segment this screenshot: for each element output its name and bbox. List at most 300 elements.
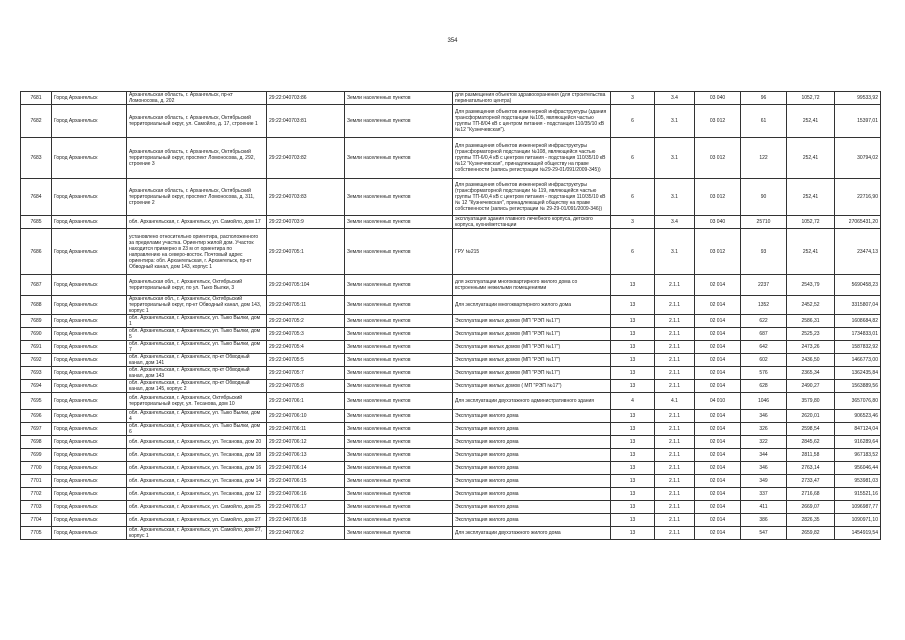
type-code-cell: 02 014 <box>695 354 741 367</box>
cadastral-value-cell: 906523,46 <box>835 410 881 423</box>
type-code-cell: 03 012 <box>695 229 741 275</box>
cadastral-value-cell: 1734833,01 <box>835 328 881 341</box>
cadastral-number-cell: 29:22:040706:11 <box>267 423 345 436</box>
address-cell: обл. Архангельская, г. Архангельск, ул. Тыко Вылки, дом 5 <box>127 328 267 341</box>
permitted-use-cell: Для эксплуатации двухэтажного административного здания <box>453 393 611 410</box>
cadastral-number-cell: 29:22:040705:11 <box>267 296 345 315</box>
subgroup-code-cell: 2.1.1 <box>655 410 695 423</box>
row-number: 7701 <box>21 475 52 488</box>
cadastral-number-cell: 29:22:040706:2 <box>267 527 345 540</box>
land-category-cell: Земли населенных пунктов <box>345 423 453 436</box>
subgroup-code-cell: 3.1 <box>655 138 695 179</box>
cadastral-value-cell: 1090971,10 <box>835 514 881 527</box>
row-number: 7689 <box>21 315 52 328</box>
address-cell: обл. Архангельская, г. Архангельск, ул. Самойло, дом 27, корпус 1 <box>127 527 267 540</box>
group-code-cell: 3 <box>611 216 655 229</box>
cadastral-value-cell: 967183,52 <box>835 449 881 462</box>
locality-cell: Город Архангельск <box>52 315 127 328</box>
specific-value-cell: 2845,62 <box>787 436 835 449</box>
cadastral-number-cell: 29:22:040705:8 <box>267 380 345 393</box>
address-cell: обл. Архангельская, г. Архангельск, пр-кт Обводный канал, дом 145, корпус 2 <box>127 380 267 393</box>
table-row <box>21 341 881 354</box>
group-code-cell: 13 <box>611 341 655 354</box>
subgroup-code-cell: 2.1.1 <box>655 296 695 315</box>
locality-cell: Город Архангельск <box>52 296 127 315</box>
cadastral-number-cell: 29:22:040706:15 <box>267 475 345 488</box>
address-cell: обл. Архангельская, г. Архангельск, ул. Тыко Вылки, дом 1 <box>127 315 267 328</box>
area-cell: 642 <box>741 341 787 354</box>
cadastral-number-cell: 29:22:040705:1 <box>267 229 345 275</box>
cadastral-number-cell: 29:22:040706:18 <box>267 514 345 527</box>
group-code-cell: 13 <box>611 380 655 393</box>
land-category-cell: Земли населенных пунктов <box>345 354 453 367</box>
row-number: 7704 <box>21 514 52 527</box>
specific-value-cell: 2452,52 <box>787 296 835 315</box>
cadastral-number-cell: 29:22:040703:9 <box>267 216 345 229</box>
area-cell: 576 <box>741 367 787 380</box>
address-cell: установлено относительно ориентира, расположенного за пределами участка. Ориентир жилой дом. Участок находится примерно в 23 м от ориентира по направлению на северо-восток. Почтовый адрес ориентира: обл. Архангельская, г. Архангельск, пр-кт Обводный канал, дом 143, корпус 1 <box>127 229 267 275</box>
area-cell: 411 <box>741 501 787 514</box>
type-code-cell: 02 014 <box>695 341 741 354</box>
cadastral-number-cell: 29:22:040705:4 <box>267 341 345 354</box>
permitted-use-cell: Эксплуатация жилого дома <box>453 410 611 423</box>
cadastral-value-cell: 23474,13 <box>835 229 881 275</box>
table-row <box>21 449 881 462</box>
area-cell: 602 <box>741 354 787 367</box>
subgroup-code-cell: 3.4 <box>655 216 695 229</box>
permitted-use-cell: Эксплуатация жилого дома <box>453 436 611 449</box>
locality-cell: Город Архангельск <box>52 488 127 501</box>
page-number: 354 <box>447 38 458 44</box>
cadastral-value-cell: 3657076,80 <box>835 393 881 410</box>
locality-cell: Город Архангельск <box>52 410 127 423</box>
permitted-use-cell: Для размещения объектов инженерной инфраструктуры (трансформаторной подстанции №108, являющейся частью группы ТП-6/0,4 кВ с центром питания - подстанция 110/35/10 кВ №12 "Кузнечевская", принадлежащей обществу на праве собственности (запись регистрации №29-29-01/091/2009-345)) <box>453 138 611 179</box>
locality-cell: Город Архангельск <box>52 179 127 216</box>
land-category-cell: Земли населенных пунктов <box>345 328 453 341</box>
cadastral-number-cell: 29:22:040706:10 <box>267 410 345 423</box>
cadastral-value-cell: 847124,04 <box>835 423 881 436</box>
type-code-cell: 02 014 <box>695 296 741 315</box>
specific-value-cell: 1052,72 <box>787 216 835 229</box>
locality-cell: Город Архангельск <box>52 527 127 540</box>
row-number: 7700 <box>21 462 52 475</box>
row-number: 7683 <box>21 138 52 179</box>
type-code-cell: 02 014 <box>695 527 741 540</box>
land-category-cell: Земли населенных пунктов <box>345 462 453 475</box>
subgroup-code-cell: 2.1.1 <box>655 527 695 540</box>
specific-value-cell: 2490,27 <box>787 380 835 393</box>
area-cell: 93 <box>741 229 787 275</box>
permitted-use-cell: Эксплуатация жилого дома <box>453 514 611 527</box>
land-category-cell: Земли населенных пунктов <box>345 527 453 540</box>
locality-cell: Город Архангельск <box>52 423 127 436</box>
group-code-cell: 13 <box>611 315 655 328</box>
specific-value-cell: 252,41 <box>787 105 835 138</box>
cadastral-number-cell: 29:22:040705:7 <box>267 367 345 380</box>
type-code-cell: 02 014 <box>695 488 741 501</box>
row-number: 7703 <box>21 501 52 514</box>
address-cell: обл. Архангельская, г. Архангельск, ул. Самойло, дом 25 <box>127 501 267 514</box>
cadastral-value-cell: 1466773,00 <box>835 354 881 367</box>
cadastral-value-cell: 1454919,54 <box>835 527 881 540</box>
land-category-cell: Земли населенных пунктов <box>345 393 453 410</box>
land-category-cell: Земли населенных пунктов <box>345 341 453 354</box>
land-category-cell: Земли населенных пунктов <box>345 436 453 449</box>
cadastral-value-cell: 1362435,84 <box>835 367 881 380</box>
type-code-cell: 02 014 <box>695 410 741 423</box>
cadastral-value-cell: 30794,02 <box>835 138 881 179</box>
address-cell: обл. Архангельская, г. Архангельск, ул. Тесанова, дом 14 <box>127 475 267 488</box>
address-cell: Архангельская обл., г. Архангельск, Октябрьский территориальный округ, пр-кт Обводный канал, дом 143, корпус 1 <box>127 296 267 315</box>
land-category-cell: Земли населенных пунктов <box>345 410 453 423</box>
group-code-cell: 6 <box>611 138 655 179</box>
permitted-use-cell: Эксплуатация жилых домов (МП "РЭП №17") <box>453 367 611 380</box>
area-cell: 1352 <box>741 296 787 315</box>
table-row <box>21 436 881 449</box>
subgroup-code-cell: 2.1.1 <box>655 436 695 449</box>
subgroup-code-cell: 3.1 <box>655 105 695 138</box>
type-code-cell: 03 012 <box>695 138 741 179</box>
address-cell: обл. Архангельская, г. Архангельск, пр-кт Обводный канал, дом 141 <box>127 354 267 367</box>
cadastral-number-cell: 29:22:040706:14 <box>267 462 345 475</box>
permitted-use-cell: Эксплуатация жилого дома <box>453 488 611 501</box>
address-cell: обл. Архангельская, г. Архангельск, ул. Тыко Вылки, дом 7 <box>127 341 267 354</box>
subgroup-code-cell: 2.1.1 <box>655 367 695 380</box>
type-code-cell: 02 014 <box>695 315 741 328</box>
specific-value-cell: 2473,26 <box>787 341 835 354</box>
table-row <box>21 354 881 367</box>
area-cell: 122 <box>741 138 787 179</box>
group-code-cell: 13 <box>611 410 655 423</box>
area-cell: 547 <box>741 527 787 540</box>
row-number: 7686 <box>21 229 52 275</box>
land-category-cell: Земли населенных пунктов <box>345 179 453 216</box>
land-category-cell: Земли населенных пунктов <box>345 367 453 380</box>
specific-value-cell: 2733,47 <box>787 475 835 488</box>
subgroup-code-cell: 3.4 <box>655 92 695 105</box>
cadastral-number-cell: 29:22:040703:86 <box>267 92 345 105</box>
row-number: 7691 <box>21 341 52 354</box>
locality-cell: Город Архангельск <box>52 92 127 105</box>
cadastral-number-cell: 29:22:040705:3 <box>267 328 345 341</box>
area-cell: 349 <box>741 475 787 488</box>
address-cell: обл. Архангельская, г. Архангельск, ул. Тыко Вылки, дом 4 <box>127 410 267 423</box>
table-row <box>21 501 881 514</box>
table-row <box>21 423 881 436</box>
subgroup-code-cell: 2.1.1 <box>655 462 695 475</box>
group-code-cell: 13 <box>611 354 655 367</box>
table-row <box>21 275 881 296</box>
table-row <box>21 315 881 328</box>
group-code-cell: 13 <box>611 423 655 436</box>
group-code-cell: 3 <box>611 92 655 105</box>
type-code-cell: 03 040 <box>695 92 741 105</box>
address-cell: обл. Архангельская, г. Архангельск, ул. Самойло, дом 17 <box>127 216 267 229</box>
type-code-cell: 02 014 <box>695 436 741 449</box>
type-code-cell: 02 014 <box>695 423 741 436</box>
table-row <box>21 296 881 315</box>
specific-value-cell: 2826,35 <box>787 514 835 527</box>
locality-cell: Город Архангельск <box>52 514 127 527</box>
row-number: 7682 <box>21 105 52 138</box>
table-body <box>21 92 881 540</box>
locality-cell: Город Архангельск <box>52 105 127 138</box>
land-category-cell: Земли населенных пунктов <box>345 449 453 462</box>
table-row <box>21 105 881 138</box>
row-number: 7697 <box>21 423 52 436</box>
table-row <box>21 229 881 275</box>
group-code-cell: 13 <box>611 462 655 475</box>
table-row <box>21 179 881 216</box>
permitted-use-cell: Для эксплуатации двухэтажного жилого дома <box>453 527 611 540</box>
cadastral-value-cell: 1096987,77 <box>835 501 881 514</box>
locality-cell: Город Архангельск <box>52 462 127 475</box>
specific-value-cell: 1052,72 <box>787 92 835 105</box>
land-category-cell: Земли населенных пунктов <box>345 138 453 179</box>
land-register-table <box>20 91 881 540</box>
specific-value-cell: 2763,14 <box>787 462 835 475</box>
group-code-cell: 4 <box>611 393 655 410</box>
type-code-cell: 02 014 <box>695 275 741 296</box>
address-cell: обл. Архангельская, г. Архангельск, ул. Самойло, дом 27 <box>127 514 267 527</box>
subgroup-code-cell: 2.1.1 <box>655 380 695 393</box>
specific-value-cell: 2659,82 <box>787 527 835 540</box>
type-code-cell: 02 014 <box>695 462 741 475</box>
row-number: 7702 <box>21 488 52 501</box>
group-code-cell: 13 <box>611 275 655 296</box>
cadastral-value-cell: 3315807,04 <box>835 296 881 315</box>
locality-cell: Город Архангельск <box>52 138 127 179</box>
group-code-cell: 13 <box>611 296 655 315</box>
area-cell: 2237 <box>741 275 787 296</box>
land-category-cell: Земли населенных пунктов <box>345 514 453 527</box>
locality-cell: Город Архангельск <box>52 501 127 514</box>
cadastral-value-cell: 953981,03 <box>835 475 881 488</box>
permitted-use-cell: Эксплуатация жилого дома <box>453 462 611 475</box>
area-cell: 622 <box>741 315 787 328</box>
permitted-use-cell: Эксплуатация жилого дома <box>453 449 611 462</box>
table-row <box>21 92 881 105</box>
type-code-cell: 02 014 <box>695 514 741 527</box>
land-category-cell: Земли населенных пунктов <box>345 315 453 328</box>
group-code-cell: 13 <box>611 367 655 380</box>
address-cell: Архангельская область, г. Архангельск, Октябрьский территориальный округ, ул. Самойло, д. 17, строение 1 <box>127 105 267 138</box>
type-code-cell: 03 040 <box>695 216 741 229</box>
permitted-use-cell: для эксплуатации многоквартирного жилого дома со встроенными нежилыми помещениями <box>453 275 611 296</box>
permitted-use-cell: Эксплуатация жилых домов (МП "РЭП №17") <box>453 354 611 367</box>
permitted-use-cell: Эксплуатация жилого дома <box>453 501 611 514</box>
area-cell: 25710 <box>741 216 787 229</box>
specific-value-cell: 252,41 <box>787 179 835 216</box>
cadastral-number-cell: 29:22:040706:12 <box>267 436 345 449</box>
cadastral-value-cell: 916289,64 <box>835 436 881 449</box>
address-cell: обл. Архангельская, г. Архангельск, ул. Тесанова, дом 16 <box>127 462 267 475</box>
row-number: 7690 <box>21 328 52 341</box>
row-number: 7699 <box>21 449 52 462</box>
row-number: 7693 <box>21 367 52 380</box>
locality-cell: Город Архангельск <box>52 475 127 488</box>
cadastral-number-cell: 29:22:040705:104 <box>267 275 345 296</box>
land-category-cell: Земли населенных пунктов <box>345 275 453 296</box>
type-code-cell: 02 014 <box>695 367 741 380</box>
area-cell: 344 <box>741 449 787 462</box>
specific-value-cell: 2365,34 <box>787 367 835 380</box>
specific-value-cell: 252,41 <box>787 138 835 179</box>
row-number: 7705 <box>21 527 52 540</box>
row-number: 7681 <box>21 92 52 105</box>
area-cell: 346 <box>741 462 787 475</box>
area-cell: 337 <box>741 488 787 501</box>
group-code-cell: 13 <box>611 501 655 514</box>
permitted-use-cell: Для размещения объектов инженерной инфраструктуры (здания трансформаторной подстанции №105, являющейся частью группы ТП-8/04 кВ с центром питания - подстанция 110/35/10 кВ №12 "Кузнечевская"). <box>453 105 611 138</box>
permitted-use-cell: для размещения объектов здравоохранения (для строительства перинатального центра) <box>453 92 611 105</box>
area-cell: 90 <box>741 179 787 216</box>
permitted-use-cell: Эксплуатация жилых домов (МП "РЭП №17") <box>453 341 611 354</box>
address-cell: Архангельская обл., г. Архангельск, Октябрьский территориальный округ, по ул. Тыко Вылки, 3 <box>127 275 267 296</box>
cadastral-number-cell: 29:22:040706:1 <box>267 393 345 410</box>
cadastral-value-cell: 1563889,56 <box>835 380 881 393</box>
specific-value-cell: 2716,68 <box>787 488 835 501</box>
land-category-cell: Земли населенных пунктов <box>345 380 453 393</box>
cadastral-number-cell: 29:22:040703:83 <box>267 179 345 216</box>
land-category-cell: Земли населенных пунктов <box>345 105 453 138</box>
group-code-cell: 13 <box>611 527 655 540</box>
area-cell: 346 <box>741 410 787 423</box>
locality-cell: Город Архангельск <box>52 393 127 410</box>
permitted-use-cell: эксплуатация здания главного лечебного корпуса, детского корпуса, кухни/ветстанции <box>453 216 611 229</box>
locality-cell: Город Архангельск <box>52 354 127 367</box>
area-cell: 386 <box>741 514 787 527</box>
row-number: 7684 <box>21 179 52 216</box>
subgroup-code-cell: 2.1.1 <box>655 341 695 354</box>
group-code-cell: 6 <box>611 105 655 138</box>
specific-value-cell: 3579,80 <box>787 393 835 410</box>
locality-cell: Город Архангельск <box>52 380 127 393</box>
permitted-use-cell: Для размещения объектов инженерной инфраструктуры (трансформаторной подстанции № 119, являющейся частью группы ТП-6/0,4 кВ с центром питания - подстанция 110/35/10 кВ № 12 "Кузнечевская", принадлежащей обществу на праве собственности (запись регистрации № 29-29-01/091/2009-346)) <box>453 179 611 216</box>
locality-cell: Город Архангельск <box>52 367 127 380</box>
subgroup-code-cell: 2.1.1 <box>655 328 695 341</box>
cadastral-value-cell: 1608684,82 <box>835 315 881 328</box>
address-cell: обл. Архангельская, г. Архангельск, ул. Тесанова, дом 12 <box>127 488 267 501</box>
cadastral-value-cell: 99533,92 <box>835 92 881 105</box>
address-cell: Архангельская область, г. Архангельск, Октябрьский территориальный округ, проспект Ломоносова, д. 292, строение 3 <box>127 138 267 179</box>
subgroup-code-cell: 3.1 <box>655 229 695 275</box>
area-cell: 96 <box>741 92 787 105</box>
area-cell: 1046 <box>741 393 787 410</box>
locality-cell: Город Архангельск <box>52 436 127 449</box>
type-code-cell: 04 010 <box>695 393 741 410</box>
subgroup-code-cell: 2.1.1 <box>655 315 695 328</box>
area-cell: 687 <box>741 328 787 341</box>
subgroup-code-cell: 2.1.1 <box>655 514 695 527</box>
permitted-use-cell: ГРУ №215 <box>453 229 611 275</box>
group-code-cell: 6 <box>611 179 655 216</box>
cadastral-number-cell: 29:22:040703:81 <box>267 105 345 138</box>
cadastral-number-cell: 29:22:040706:17 <box>267 501 345 514</box>
type-code-cell: 03 012 <box>695 105 741 138</box>
subgroup-code-cell: 4.1 <box>655 393 695 410</box>
specific-value-cell: 252,41 <box>787 229 835 275</box>
cadastral-number-cell: 29:22:040705:2 <box>267 315 345 328</box>
area-cell: 628 <box>741 380 787 393</box>
subgroup-code-cell: 2.1.1 <box>655 488 695 501</box>
subgroup-code-cell: 2.1.1 <box>655 423 695 436</box>
cadastral-value-cell: 15397,01 <box>835 105 881 138</box>
cadastral-value-cell: 1587832,92 <box>835 341 881 354</box>
table-row <box>21 138 881 179</box>
table-row <box>21 462 881 475</box>
cadastral-value-cell: 956046,44 <box>835 462 881 475</box>
permitted-use-cell: Эксплуатация жилых домов (МП "РЭП №17") <box>453 315 611 328</box>
permitted-use-cell: Эксплуатация жилого дома <box>453 475 611 488</box>
table-row <box>21 380 881 393</box>
area-cell: 322 <box>741 436 787 449</box>
group-code-cell: 13 <box>611 514 655 527</box>
row-number: 7694 <box>21 380 52 393</box>
land-category-cell: Земли населенных пунктов <box>345 488 453 501</box>
address-cell: Архангельская область, г. Архангельск, Октябрьский территориальный округ, проспект Ломоносова, д. 311, строение 2 <box>127 179 267 216</box>
specific-value-cell: 2543,79 <box>787 275 835 296</box>
cadastral-number-cell: 29:22:040706:16 <box>267 488 345 501</box>
group-code-cell: 6 <box>611 229 655 275</box>
land-category-cell: Земли населенных пунктов <box>345 475 453 488</box>
cadastral-number-cell: 29:22:040706:13 <box>267 449 345 462</box>
permitted-use-cell: Эксплуатация жилого дома <box>453 423 611 436</box>
table-row <box>21 488 881 501</box>
subgroup-code-cell: 2.1.1 <box>655 475 695 488</box>
specific-value-cell: 2669,07 <box>787 501 835 514</box>
subgroup-code-cell: 2.1.1 <box>655 275 695 296</box>
subgroup-code-cell: 2.1.1 <box>655 501 695 514</box>
row-number: 7696 <box>21 410 52 423</box>
group-code-cell: 13 <box>611 436 655 449</box>
locality-cell: Город Архангельск <box>52 216 127 229</box>
subgroup-code-cell: 3.1 <box>655 179 695 216</box>
area-cell: 61 <box>741 105 787 138</box>
cadastral-value-cell: 27065431,20 <box>835 216 881 229</box>
table-row <box>21 410 881 423</box>
cadastral-value-cell: 22716,90 <box>835 179 881 216</box>
table-row <box>21 393 881 410</box>
address-cell: обл. Архангельская, г. Архангельск, ул. Тесанова, дом 20 <box>127 436 267 449</box>
type-code-cell: 02 014 <box>695 449 741 462</box>
address-cell: обл. Архангельская, г. Архангельск, Октябрьский территориальный округ, ул. Тесанова, дом 10 <box>127 393 267 410</box>
permitted-use-cell: Эксплуатация жилых домов ( МП "РЭП №17") <box>453 380 611 393</box>
type-code-cell: 02 014 <box>695 475 741 488</box>
group-code-cell: 13 <box>611 488 655 501</box>
group-code-cell: 13 <box>611 328 655 341</box>
row-number: 7685 <box>21 216 52 229</box>
address-cell: обл. Архангельская, г. Архангельск, пр-кт Обводный канал, дом 143 <box>127 367 267 380</box>
cadastral-value-cell: 915521,16 <box>835 488 881 501</box>
table-row <box>21 216 881 229</box>
type-code-cell: 03 012 <box>695 179 741 216</box>
type-code-cell: 02 014 <box>695 501 741 514</box>
land-category-cell: Земли населенных пунктов <box>345 92 453 105</box>
locality-cell: Город Архангельск <box>52 328 127 341</box>
specific-value-cell: 2586,31 <box>787 315 835 328</box>
row-number: 7695 <box>21 393 52 410</box>
cadastral-number-cell: 29:22:040705:5 <box>267 354 345 367</box>
permitted-use-cell: Эксплуатация жилых домов (МП "РЭП №17") <box>453 328 611 341</box>
land-category-cell: Земли населенных пунктов <box>345 501 453 514</box>
subgroup-code-cell: 2.1.1 <box>655 354 695 367</box>
row-number: 7692 <box>21 354 52 367</box>
area-cell: 326 <box>741 423 787 436</box>
row-number: 7698 <box>21 436 52 449</box>
locality-cell: Город Архангельск <box>52 449 127 462</box>
group-code-cell: 13 <box>611 475 655 488</box>
